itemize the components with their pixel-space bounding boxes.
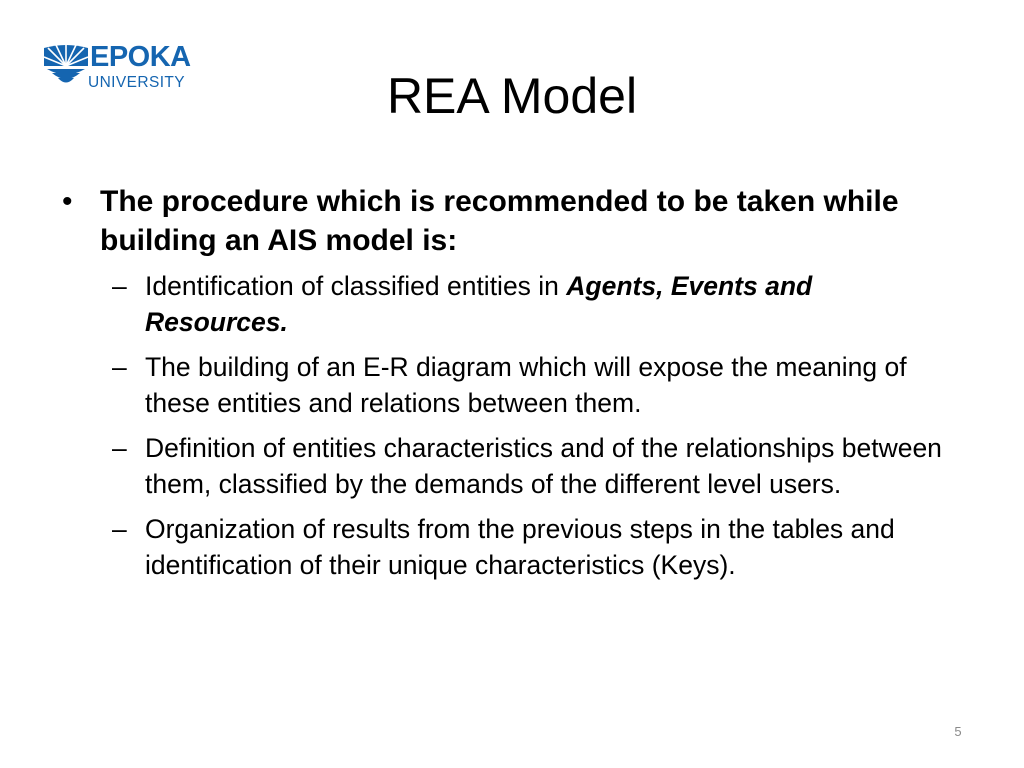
dash-icon: – <box>112 271 127 301</box>
slide-title: REA Model <box>386 68 638 124</box>
bullet-dot-icon: • <box>62 185 73 218</box>
logo-wordmark: EPOKA <box>90 41 191 73</box>
page-number: 5 <box>954 724 962 739</box>
sub-bullet-list <box>60 268 960 583</box>
sub-bullet-item <box>60 268 960 340</box>
sub-bullet-item <box>60 511 960 583</box>
dash-icon: – <box>112 352 127 382</box>
sub-bullet-text: Identification of classified entities in <box>145 271 567 301</box>
sub-bullet-item <box>60 430 960 502</box>
sub-bullet-text: The building of an E-R diagram which will expose the meaning of these entities and relations between them. <box>145 352 907 418</box>
logo-subtitle: UNIVERSITY <box>88 74 186 91</box>
slide-body <box>60 182 960 592</box>
main-bullet-text: The procedure which is recommended to be taken while building an AIS model is: <box>100 185 899 257</box>
sub-bullet-text: Definition of entities characteristics and of the relationships between them, classified by the demands of the different level users. <box>145 433 942 499</box>
sub-bullet-text: Organization of results from the previous steps in the tables and identification of their unique characteristics (Keys). <box>145 514 895 580</box>
sub-bullet-item <box>60 349 960 421</box>
dash-icon: – <box>112 433 127 463</box>
main-bullet <box>60 182 960 260</box>
sub-bullet-emphasis: Agents, Events and Resources. <box>145 271 813 337</box>
dash-icon: – <box>112 514 127 544</box>
